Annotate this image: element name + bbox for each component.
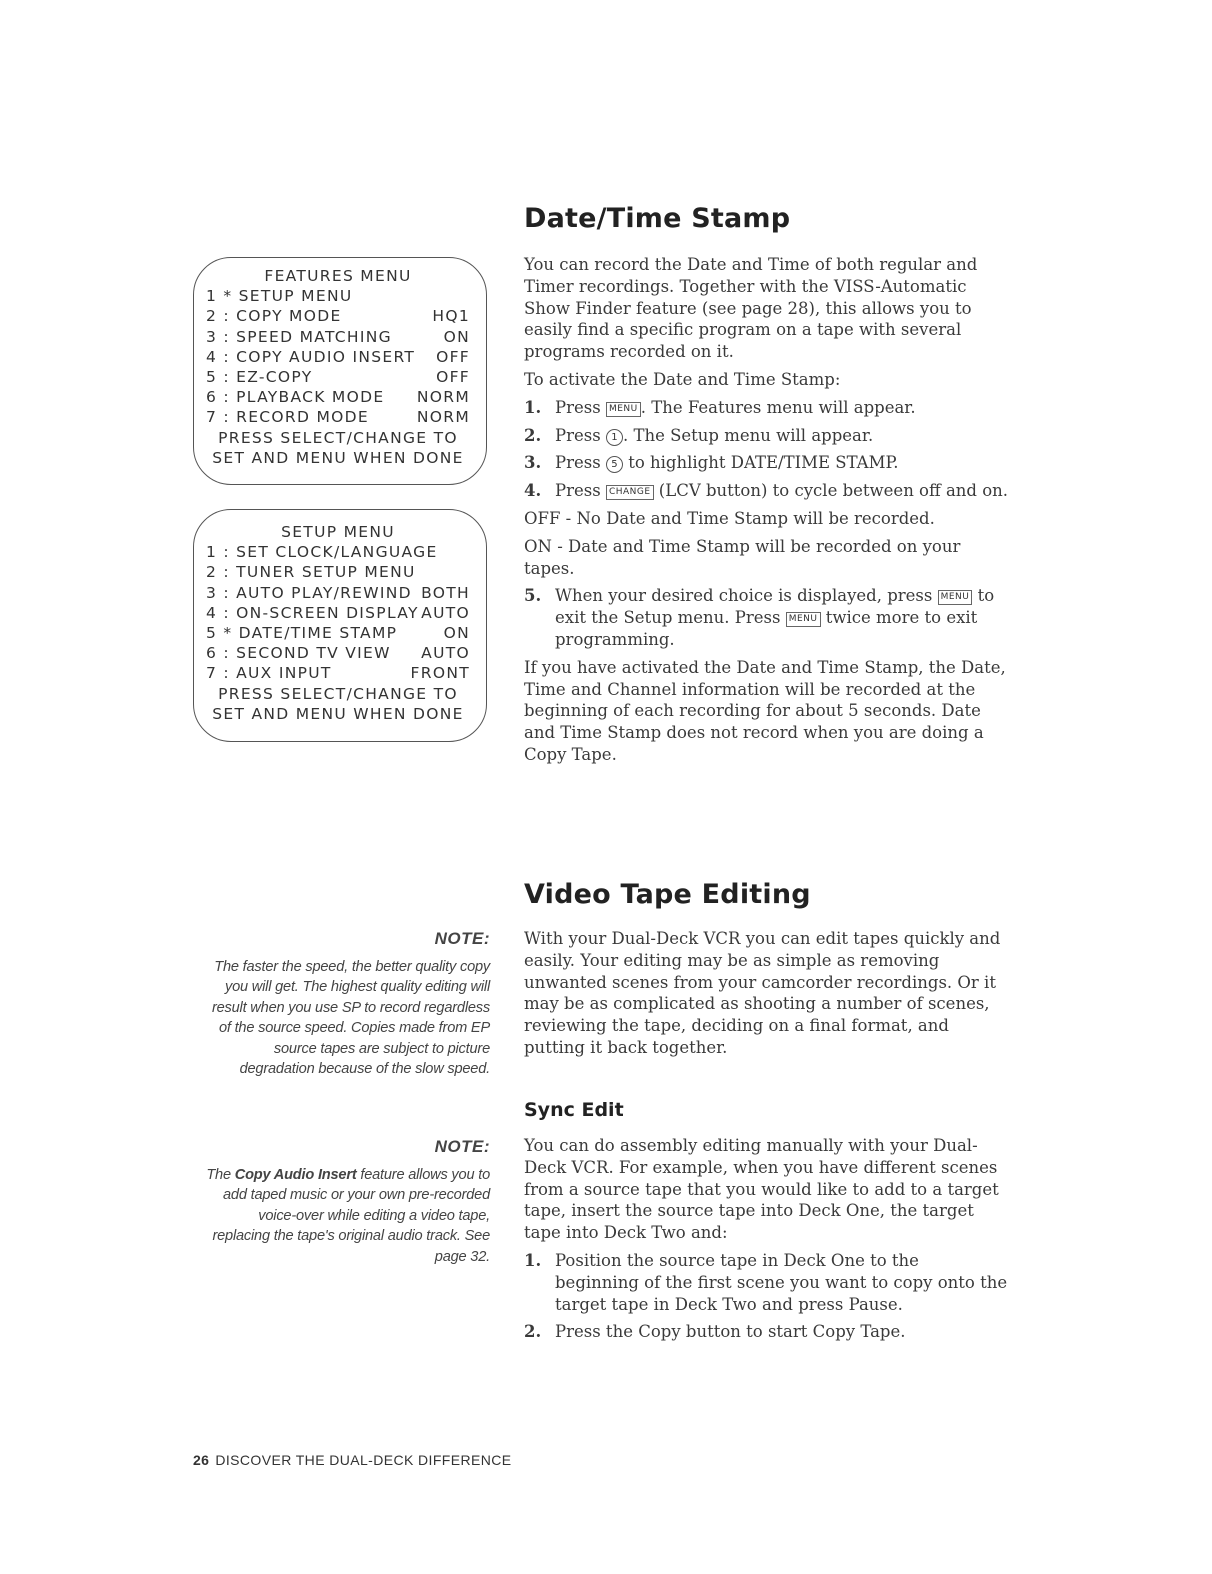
number-5-key-icon: 5 [606,456,623,473]
menu-row: 1 * SETUP MENU [206,287,353,306]
menu-footer-line: SET AND MENU WHEN DONE [212,704,464,723]
menu-row: 3 : AUTO PLAY/REWIND BOTH [206,583,470,602]
sync-edit-heading: Sync Edit [524,1099,624,1121]
menu-footer-line: PRESS SELECT/CHANGE TO [218,428,458,447]
note-text: The faster the speed, the better quality copy you will get. The highest quality editing will result when you use SP to record regardless of the source speed. Copies made from EP source tapes are subject to picture degradation because of the slow speed. [211,959,490,1078]
menu-row: 2 : COPY MODE HQ1 [206,307,470,326]
menu-key-icon: MENU [938,590,973,605]
note-label: NOTE: [434,929,490,948]
closing-paragraph: If you have activated the Date and Time Stamp, the Date, Time and Channel information will be recorded at the beginning of each recording for about 5 seconds. Date and Time Stamp does not record when you are doing a Copy Tape. [524,657,1006,764]
page-number: 26 [193,1452,210,1468]
video-editing-intro: With your Dual-Deck VCR you can edit tapes quickly and easily. Your editing may be as simple as removing unwanted scenes from your camcorder recordings. Or it may be as complicated as shooting a number of scenes, reviewing the tape, deciding on a final format, and putting it back together. [524,929,1001,1057]
menu-row: 7 : AUX INPUT FRONT [206,664,470,683]
step-5: 5. When your desired choice is displayed, press MENU to exit the Setup menu. Press MENU twice more to exit programming. [524,586,995,649]
menu-footer-line: SET AND MENU WHEN DONE [212,448,464,467]
sync-step-1: 1. Position the source tape in Deck One to the beginning of the first scene you want to copy onto the target tape in Deck Two and press Pause. [524,1250,1008,1314]
menu-key-icon: MENU [786,612,821,627]
features-menu-title: FEATURES MENU [264,267,412,285]
setup-menu-title: SETUP MENU [281,523,395,541]
step-1: 1. Press MENU . The Features menu will appear. [524,397,916,417]
sync-edit-intro: You can do assembly editing manually with your Dual-Deck VCR. For example, when you have different scenes from a source tape that you would like to add to a target tape, insert the source tape into Deck One, the target tape into Deck Two and: [524,1136,999,1243]
setup-menu-screen [193,509,487,742]
sync-edit-body [524,1135,1008,1349]
note-speed-quality [200,929,490,1079]
video-editing-body [524,928,1006,1065]
off-option-text: OFF - No Date and Time Stamp will be recorded. [524,508,935,528]
step-2: 2. Press 1 . The Setup menu will appear. [524,425,874,445]
step-4: 4. Press CHANGE (LCV button) to cycle between off and on. [524,481,1009,501]
sync-step-2: 2. Press the Copy button to start Copy Tape. [524,1322,906,1342]
footer-title: DISCOVER THE DUAL-DECK DIFFERENCE [215,1452,512,1468]
activate-paragraph: To activate the Date and Time Stamp: [524,369,841,389]
menu-row: 4 : COPY AUDIO INSERT OFF [206,347,470,366]
menu-row: 4 : ON-SCREEN DISPLAY AUTO [206,603,470,622]
date-time-stamp-heading: Date/Time Stamp [524,203,791,234]
menu-row: 5 * DATE/TIME STAMP ON [206,624,470,643]
note-text: The Copy Audio Insert feature allows you to add taped music or your own pre-recorded voice-over while editing a video tape, replacing the tape's original audio track. See page 32. [206,1167,490,1265]
note-label: NOTE: [434,1137,490,1156]
menu-row: 3 : SPEED MATCHING ON [206,327,470,346]
intro-paragraph: You can record the Date and Time of both regular and Timer recordings. Together with the VISS-Automatic Show Finder feature (see page 28), this allows you to easily find a specific program on a tape with several programs recorded on it. [524,255,978,362]
on-option-text: ON - Date and Time Stamp will be recorded on your tapes. [524,536,961,578]
change-key-icon: CHANGE [606,485,654,500]
menu-row: 6 : SECOND TV VIEW AUTO [206,644,470,663]
menu-row: 2 : TUNER SETUP MENU [206,563,416,582]
step-3: 3. Press 5 to highlight DATE/TIME STAMP. [524,453,899,473]
video-tape-editing-heading: Video Tape Editing [524,879,811,910]
date-time-stamp-body [524,254,1014,772]
menu-row: 6 : PLAYBACK MODE NORM [206,388,470,407]
menu-footer-line: PRESS SELECT/CHANGE TO [218,684,458,703]
number-1-key-icon: 1 [606,429,623,446]
page-footer [193,1452,511,1468]
note-copy-audio-insert [200,1137,490,1267]
menu-row: 5 : EZ-COPY OFF [206,368,470,387]
menu-row: 1 : SET CLOCK/LANGUAGE [206,543,438,562]
menu-key-icon: MENU [606,402,641,417]
menu-row: 7 : RECORD MODE NORM [206,408,470,427]
features-menu-screen [193,257,487,485]
